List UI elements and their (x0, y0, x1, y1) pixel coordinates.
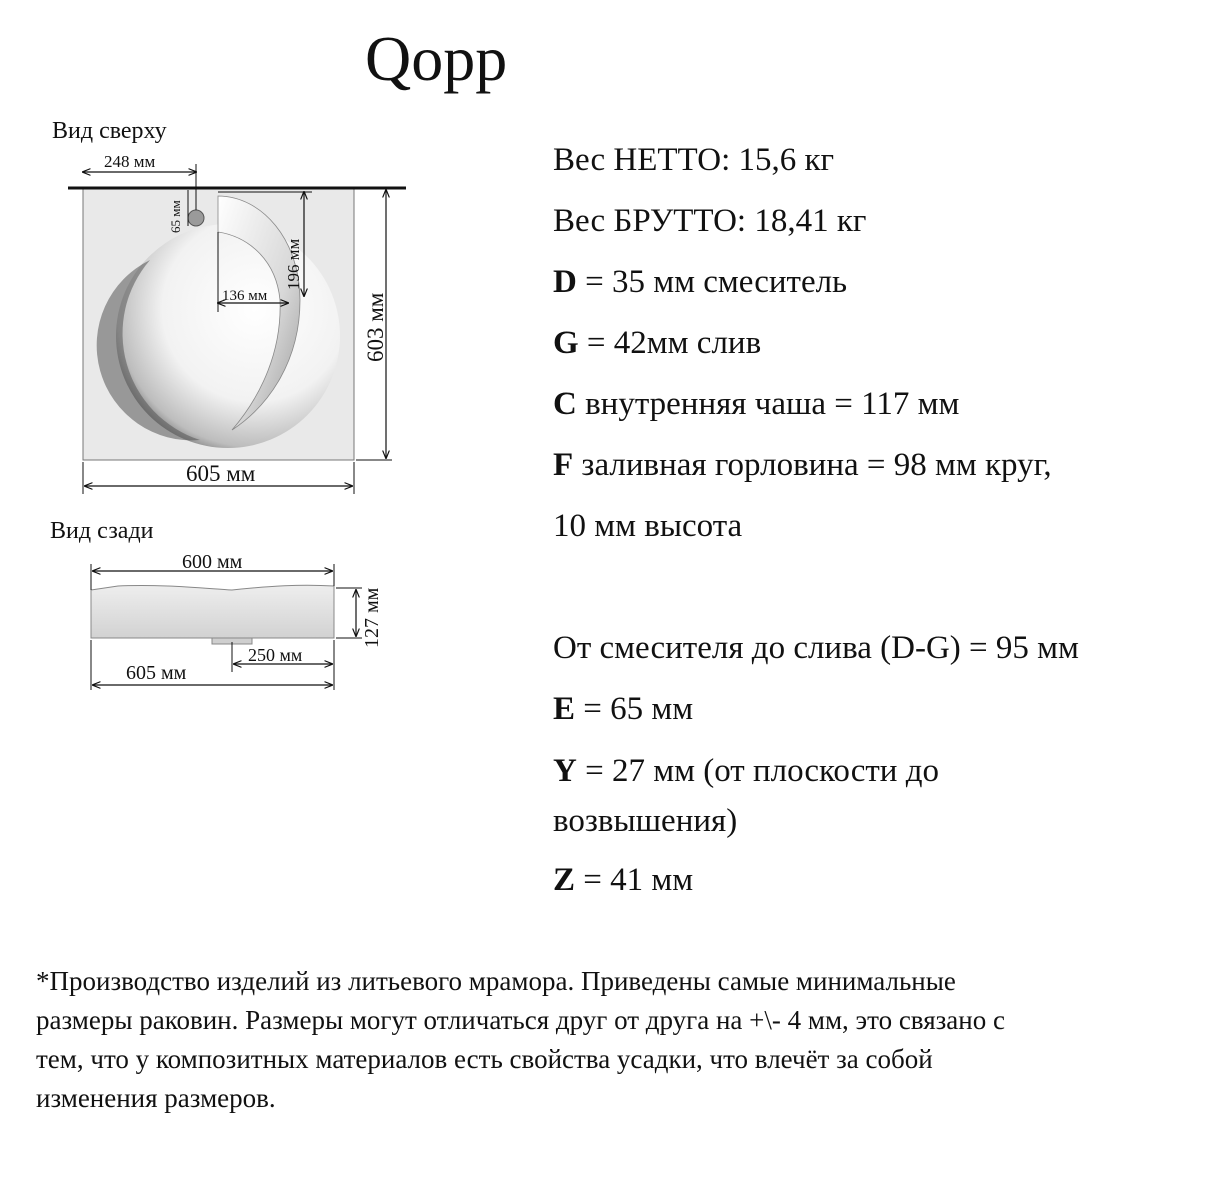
top-view (68, 152, 406, 494)
spec-y-text: = 27 мм (от плоскости до (576, 753, 939, 789)
spec-z-text: = 41 мм (575, 862, 694, 898)
spec-g (553, 313, 1193, 374)
spec-d-key: D (553, 264, 577, 300)
spec-y (553, 746, 1193, 796)
back-view-body (91, 585, 334, 638)
back-view (91, 551, 383, 690)
spec-y-continued: возвышения) (553, 803, 738, 839)
spec-f-text: заливная горловина = 98 мм круг, (573, 447, 1052, 483)
spec-c-text: внутренняя чаша = 117 мм (576, 386, 960, 422)
spec-d-text: = 35 мм смеситель (576, 264, 848, 300)
spec-f-key: F (553, 447, 574, 483)
spec-g-text: = 42мм слив (578, 325, 762, 361)
spec-c-key: C (553, 386, 577, 422)
back-view-label: Вид сзади (50, 518, 154, 544)
spec-f (553, 435, 1193, 496)
spec-f-continued: 10 мм высота (553, 508, 743, 544)
product-title: Qopp (365, 23, 508, 94)
spec-net-weight: Вес НЕТТО: 15,6 кг (553, 142, 835, 178)
dim-605-back: 605 мм (126, 662, 187, 684)
dim-248: 248 мм (104, 152, 156, 171)
spec-e (553, 679, 1193, 740)
spec-dg: От смесителя до слива (D-G) = 95 мм (553, 630, 1079, 666)
spec-e-key: E (553, 691, 576, 727)
dim-600: 600 мм (182, 551, 243, 573)
dim-603: 603 мм (363, 292, 388, 362)
top-view-label: Вид сверху (52, 118, 167, 144)
spec-z-key: Z (553, 862, 576, 898)
dim-127: 127 мм (361, 587, 383, 648)
dim-196: 196 мм (284, 238, 303, 290)
dim-65: 65 мм (168, 200, 183, 233)
spec-gross-weight: Вес БРУТТО: 18,41 кг (553, 203, 867, 239)
spec-d (553, 252, 1193, 313)
spec-g-key: G (553, 325, 579, 361)
faucet-hole (188, 210, 204, 226)
spec-z (553, 850, 1193, 911)
spec-e-text: = 65 мм (575, 691, 694, 727)
dim-250: 250 мм (248, 645, 303, 665)
footnote: *Производство изделий из литьевого мрамора. Приведены самые минимальные размеры раковин. Размеры могут отличаться друг от друга на +\- 4 мм, это связано с тем, что у композитных материалов есть свойства усадки, что влечёт за собой изменения размеров. (36, 966, 1005, 1113)
spec-c (553, 374, 1193, 435)
spec-y-key: Y (553, 753, 577, 789)
dim-136: 136 мм (222, 288, 268, 304)
dim-605-top: 605 мм (186, 461, 256, 486)
specs-list (553, 130, 1193, 911)
